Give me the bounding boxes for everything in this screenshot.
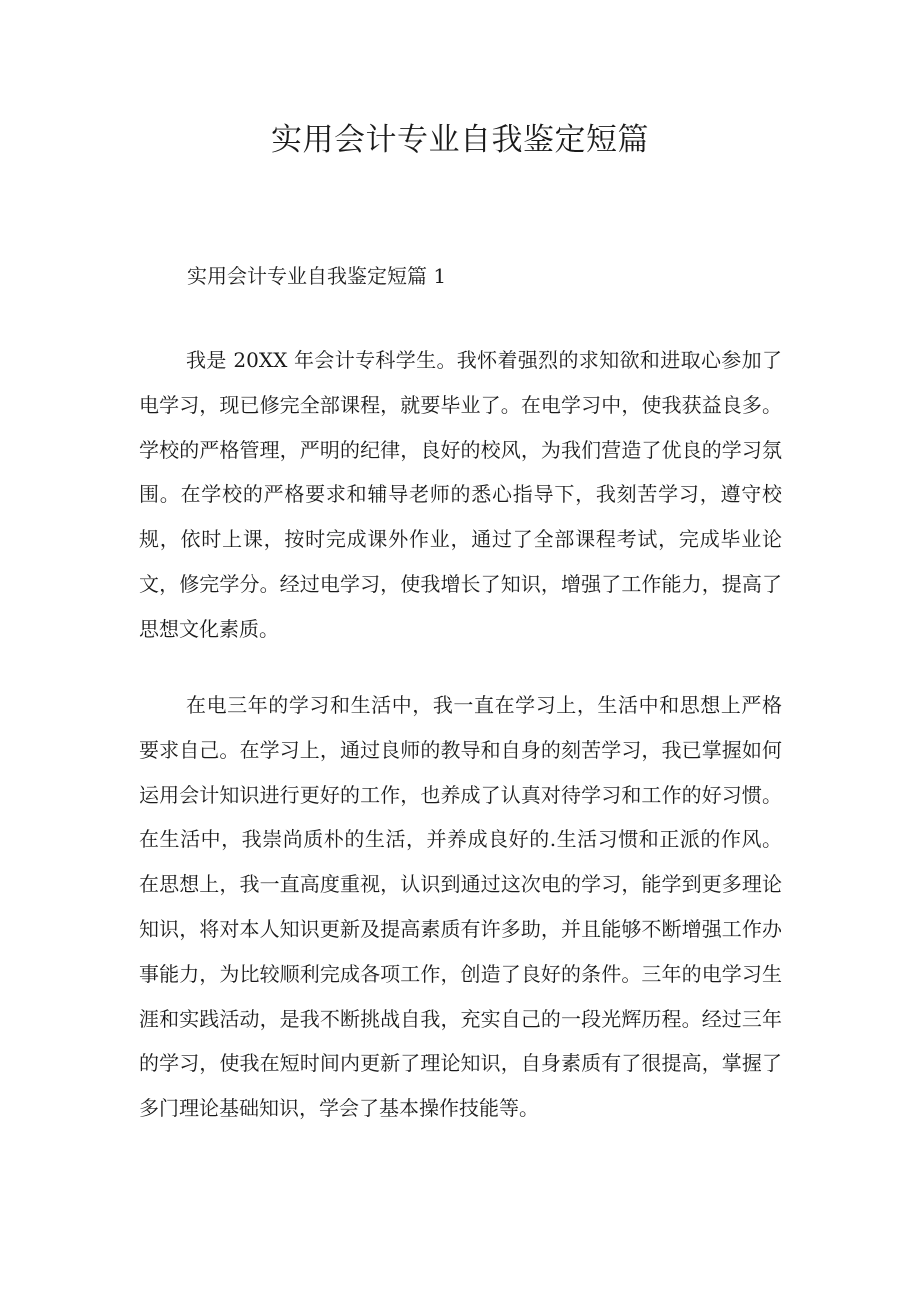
body-paragraph-2: 在电三年的学习和生活中，我一直在学习上，生活中和思想上严格要求自己。在学习上，通过良师的教导和自身的刻苦学习，我已掌握如何运用会计知识进行更好的工作，也养成了认真对待学习和工作的好习惯。在生活中，我崇尚质朴的生活，并养成良好的.生活习惯和正派的作风。在思想上，我一直高度重视，认识到通过这次电的学习，能学到更多理论知识，将对本人知识更新及提高素质有许多助，并且能够不断增强工作办事能力，为比较顺利完成各项工作，创造了良好的条件。三年的电学习生涯和实践活动，是我不断挑战自我，充实自己的一段光辉历程。经过三年的学习，使我在短时间内更新了理论知识，自身素质有了很提高，掌握了多门理论基础知识，学会了基本操作技能等。 [139,693,782,1121]
body-paragraph-1: 我是 20XX 年会计专科学生。我怀着强烈的求知欲和进取心参加了电学习，现已修完全部课程，就要毕业了。在电学习中，使我获益良多。学校的严格管理，严明的纪律，良好的校风，为我们营造了优良的学习氛围。在学校的严格要求和辅导老师的悉心指导下，我刻苦学习，遵守校规，依时上课，按时完成课外作业，通过了全部课程考试，完成毕业论文，修完学分。经过电学习，使我增长了知识，增强了工作能力，提高了思想文化素质。 [139,348,782,641]
section-heading: 实用会计专业自我鉴定短篇 1 [187,264,447,288]
document-title: 实用会计专业自我鉴定短篇 [271,122,649,158]
